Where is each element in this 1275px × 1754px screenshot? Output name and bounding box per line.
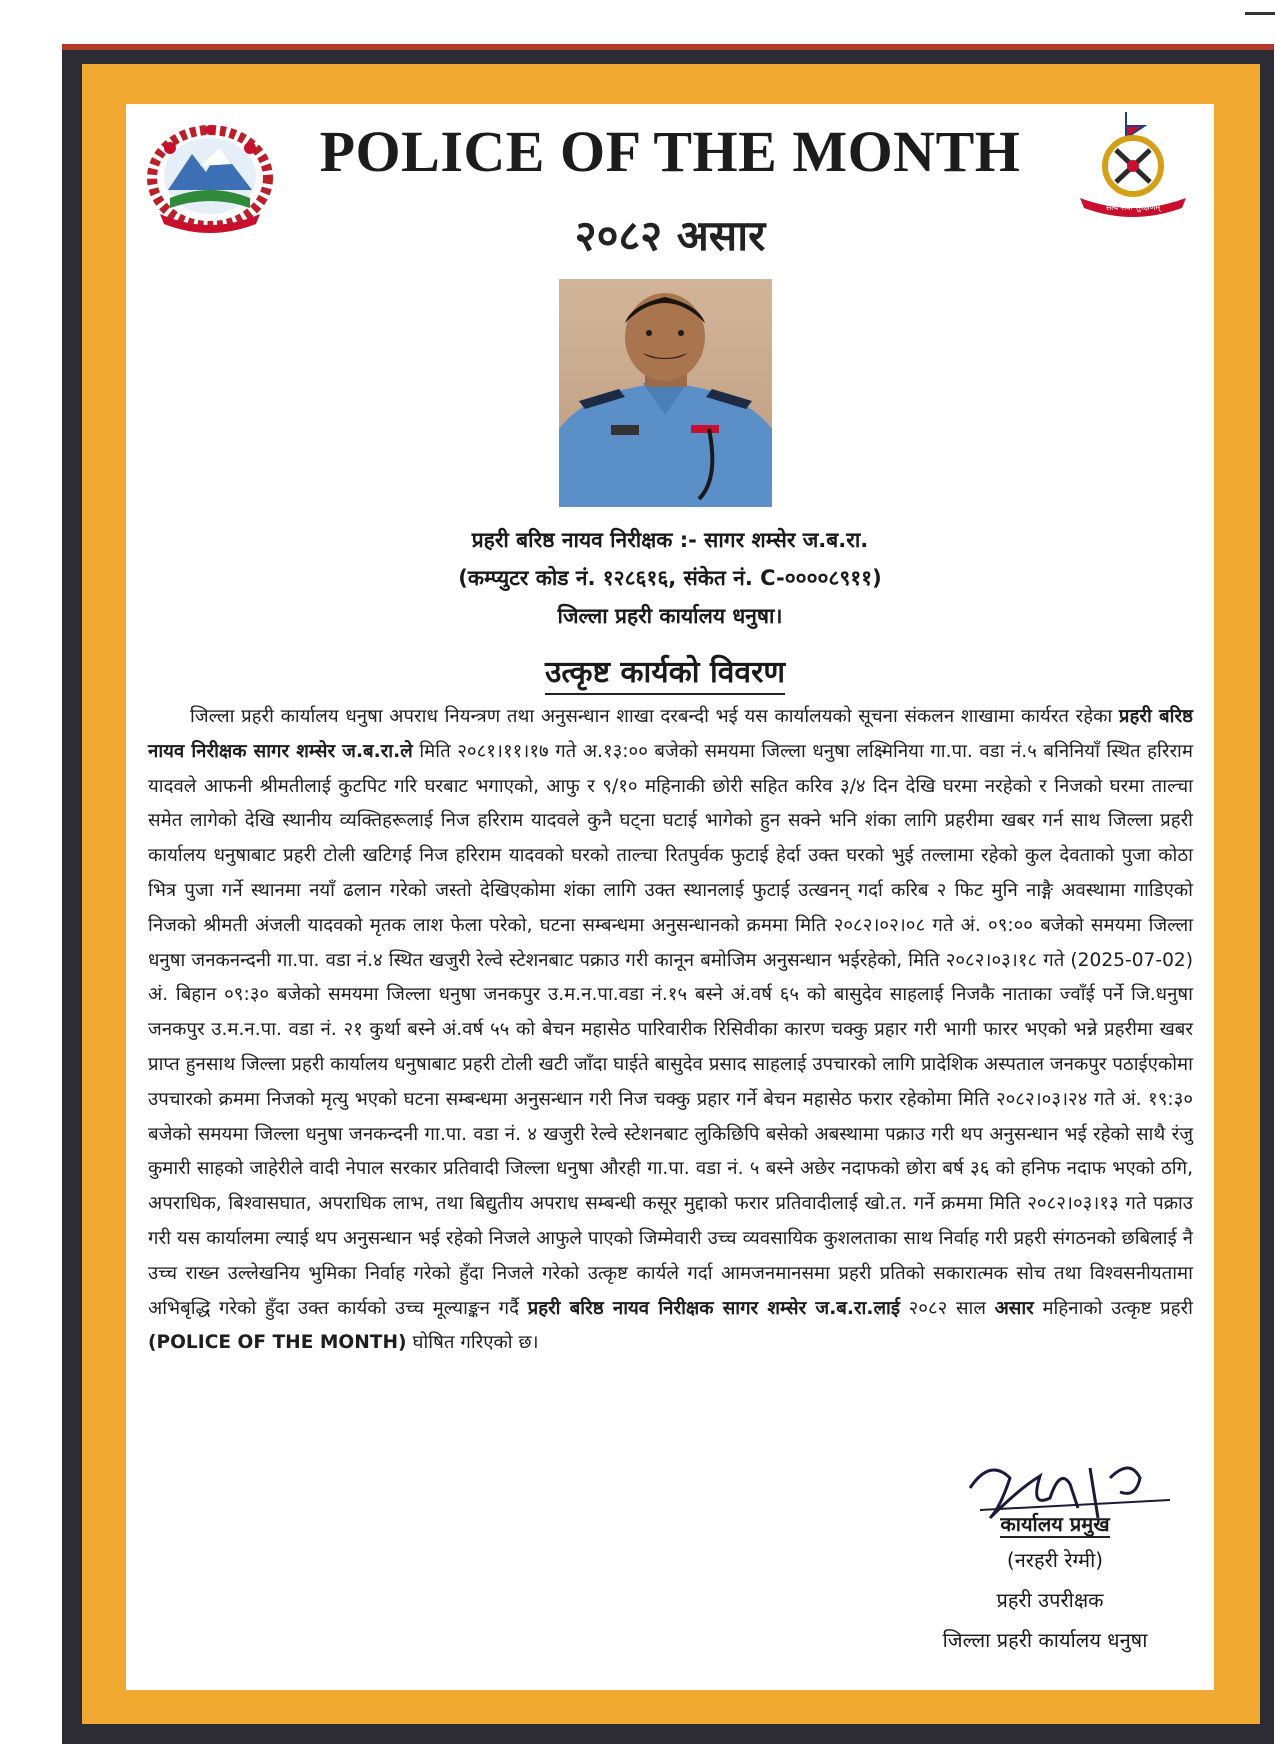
body-text-1: जिल्ला प्रहरी कार्यालय धनुषा अपराध नियन्त्रण तथा अनुसन्धान शाखा दरबन्दी भई यस कार्यालयको सूचना संकलन शाखामा कार्यरत रहेका <box>190 706 1113 727</box>
police-motto: सत्य सेवा सुरक्षणम् <box>1105 203 1161 212</box>
month-bold: असार <box>994 1297 1034 1319</box>
signatory-title <box>950 1510 1160 1537</box>
certificate-title: POLICE OF THE MONTH <box>319 119 1021 184</box>
body-text-4: महिनाको उत्कृष्ट प्रहरी <box>1042 1297 1193 1319</box>
section-heading <box>400 650 930 691</box>
signatory-rank: प्रहरी उपरीक्षक <box>996 1588 1104 1612</box>
citation-body <box>148 700 1193 1361</box>
officer-office: जिल्ला प्रहरी कार्यालय धनुषा। <box>557 604 783 628</box>
nepal-emblem-icon <box>140 118 280 240</box>
officer-photo <box>559 279 772 507</box>
citation-paragraph <box>148 700 1193 1361</box>
scan-edge-mark <box>1245 12 1275 15</box>
signatory-title-text: कार्यालय प्रमुख <box>1000 1512 1110 1536</box>
officer-code: (कम्प्युटर कोड नं. १२८६१६, संकेत नं. C-००००८९११) <box>458 566 882 590</box>
signatory-name: (नरहरी रेग्मी) <box>1006 1548 1104 1572</box>
body-text-2: मिति २०८१।११।१७ गते अ.१३:०० बजेको समयमा जिल्ला धनुषा लक्ष्मिनिया गा.पा. वडा नं.५ बनिनियाँ स्थित हरिराम यादवले आफनी श्रीमतीलाई कुटपिट गरि घरबाट भगाएको, आफु र ९/१० महिनाकी छोरी सहित करिव ३/४ दिन देखि घरमा नरहेको र निजको घरमा ताल्चा समेत लागेको देखि स्थानीय व्यक्तिहरूलाई निज हरिराम यादवले कुनै घट्ना घटाई भागेको हुन सक्ने भनि शंका लागि प्रहरीमा खबर गर्न साथ जिल्ला प्रहरी कार्यालय धनुषाबाट प्रहरी टोली खटिगई निज हरिराम यादवको घरको ताल्चा रितपुर्वक फुटाई हेर्दा उक्त घरको भुई तल्लामा रहेको कुल देवताको पुजा कोठा भित्र पुजा गर्ने स्थानमा नयाँ ढलान गरेको जस्तो देखिएकोमा शंका लागि उक्त स्थानलाई फुटाई उत्खनन् गर्दा करिब २ फिट मुनि नाङ्गै अवस्थामा गाडिएको निजको श्रीमती अंजली यादवको मृतक लाश फेला परेको, घटना सम्बन्धमा अनुसन्धानको क्रममा मिति २०८२।०२।०८ गते अं. ०९:०० बजेको समयमा जिल्ला धनुषा जनकनन्दनी गा.पा. वडा नं.४ स्थित खजुरी रेल्वे स्टेशनबाट पक्राउ गरी कानून बमोजिम अनुसन्धान भईरहेको, मिति २०८२।०३।१८ गते (2025-07-02) अं. बिहान ०९:३० बजेको समयमा जिल्ला धनुषा जनकपुर उ.म.न.पा.वडा नं.१५ बस्ने अं.वर्ष ६५ को बासुदेव साहलाई निजकै नाताका ज्वाँई पर्ने जि.धनुषा जनकपुर उ.म.न.पा. वडा नं. २१ कुर्था बस्ने अं.वर्ष ५५ को बेचन महासेठ पारिवारीक रिसिवीका कारण चक्कु प्रहार गरी भागी फारर भएको भन्ने प्रहरीमा खबर प्राप्त हुनसाथ जिल्ला प्रहरी कार्यालय धनुषाबाट प्रहरी टोली खटी जाँदा घाईते बासुदेव प्रसाद साहलाई उपचारको लागि प्रादेशिक अस्पताल जनकपुर पठाईएकोमा उपचारको क्रममा निजको मृत्यु भएको घटना सम्बन्धमा अनुसन्धान गरी निज चक्कु प्रहार गर्ने बेचन महासेठ फरार रहेकोमा मिति २०८२।०३।२४ गते अं. १९:३० बजेको समयमा जिल्ला धनुषा जनकन्दनी गा.पा. वडा नं. ४ खजुरी रेल्वे स्टेशनबाट लुकिछिपि बसेको अबस्थामा पक्राउ गरी थप अनुसन्धान भई रहेको साथै रंजु कुमारी साहको जाहेरीले वादी नेपाल सरकार प्रतिवादी जिल्ला धनुषा औरही गा.पा. वडा नं. ५ बस्ने अछेर नदाफको छोरा बर्ष ३६ को हनिफ नदाफ भएको ठगि, अपराधिक, बिश्वासघात, अपराधिक लाभ, तथा बिद्युतीय अपराध सम्बन्धी कसूर मुद्दाको फरार प्रतिवादीलाई खो.त. गर्ने क्रममा मिति २०८२।०३।१३ गते पक्राउ गरी यस कार्यालमा ल्याई थप अनुसन्धान भई रहेको निजले आफुले पाएको जिम्मेवारी उच्च व्यवसायिक कुशलताका साथ निर्वाह गरी प्रहरी संगठनको छबिलाई नै उच्च राख्न उल्लेखनिय भुमिका निर्वाह गरेको हुँदा निजले गरेको उत्कृष्ट कार्यले गर्दा आमजनमानसमा प्रहरी प्रतिको सकारात्मक सोच तथा विश्वसनीयतामा अभिबृद्धि गरेको हुँदा उक्त कार्यको उच्च मूल्याङ्कन गर्दै <box>148 740 1193 1319</box>
officer-name-bold-2: प्रहरी बरिष्ठ नायव निरीक्षक सागर शम्सेर ज.ब.रा.लाई <box>527 1297 900 1319</box>
officer-name: प्रहरी बरिष्ठ नायव निरीक्षक :- सागर शम्सेर ज.ब.रा. <box>471 528 869 552</box>
body-text-5: घोषित गरिएको छ। <box>412 1332 539 1354</box>
signatory-office: जिल्ला प्रहरी कार्यालय धनुषा <box>942 1628 1148 1652</box>
award-name-bold: (POLICE OF THE MONTH) <box>148 1332 407 1354</box>
nepal-police-emblem-icon <box>1068 108 1198 228</box>
body-text-3: २०८२ साल <box>908 1297 986 1319</box>
officer-name-bold-1: प्रहरी बरिष्ठ नायव निरीक्षक सागर शम्सेर ज.ब.रा.ले <box>148 706 1193 762</box>
frame-top-stripe <box>62 44 1274 50</box>
section-heading-text: उत्कृष्ट कार्यको विवरण <box>545 655 785 695</box>
certificate-month: २०८२ असार <box>574 211 766 260</box>
